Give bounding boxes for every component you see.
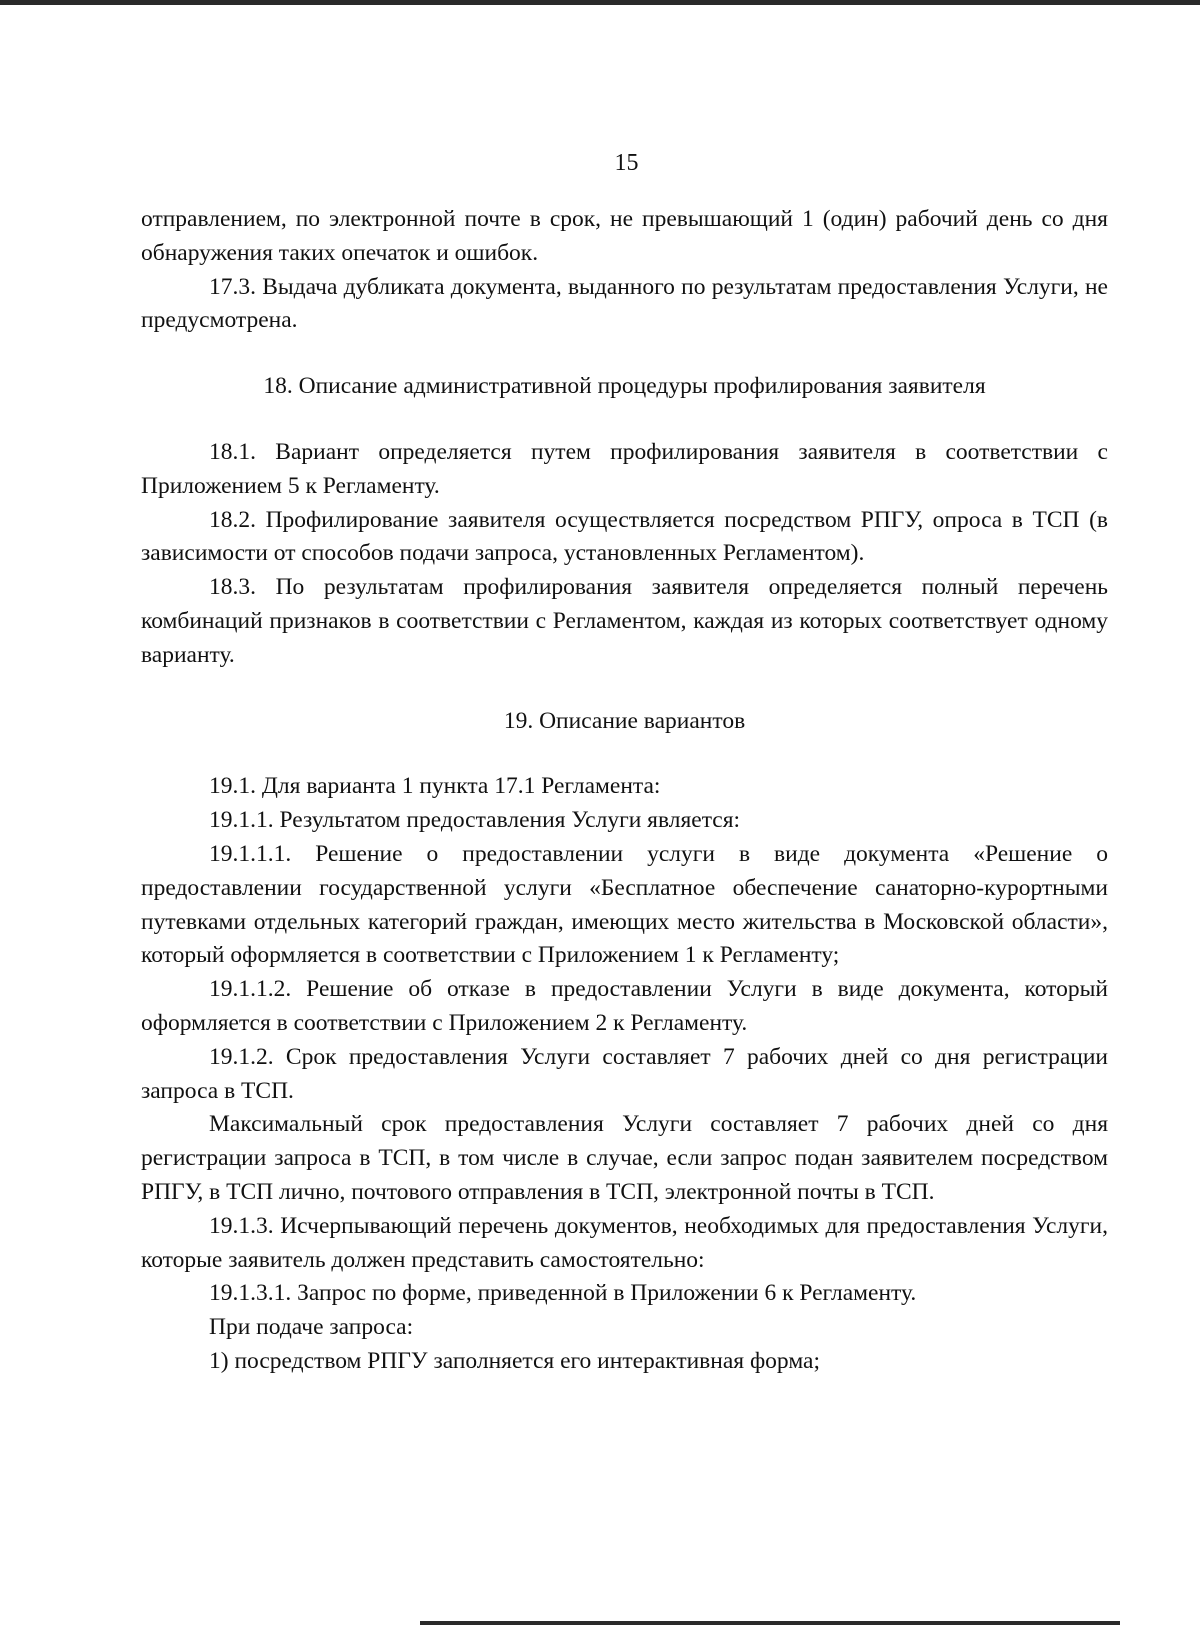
section-heading-18: 18. Описание административной процедуры профилирования заявителя	[263, 373, 986, 400]
paragraph-18-2: 18.2. Профилирование заявителя осуществляется посредством РПГУ, опроса в ТСП (в зависимости от способов подачи запроса, установленных Регламентом).	[141, 506, 1108, 567]
paragraph-19-1-1-1: 19.1.1.1. Решение о предоставлении услуги в виде документа «Решение о предоставлении государственной услуги «Бесплатное обеспечение санаторно-курортными путевками отдельных категорий граждан, имеющих место жительства в Московской области», который оформляется в соответствии с Приложением 1 к Регламенту;	[141, 840, 1108, 969]
paragraph-continuation: отправлением, по электронной почте в срок, не превышающий 1 (один) рабочий день со дня обнаружения таких опечаток и ошибок.	[141, 206, 1108, 266]
page-number: 15	[614, 150, 639, 176]
paragraph-19-1-1-2: 19.1.1.2. Решение об отказе в предоставлении Услуги в виде документа, который оформляется в соответствии с Приложением 2 к Регламенту.	[141, 976, 1108, 1036]
paragraph-17-3: 17.3. Выдача дубликата документа, выданного по результатам предоставления Услуги, не предусмотрена.	[141, 273, 1108, 334]
paragraph-19-1-3: 19.1.3. Исчерпывающий перечень документов, необходимых для предоставления Услуги, которые заявитель должен представить самостоятельно:	[141, 1212, 1108, 1273]
scan-edge-bottom	[420, 1621, 1120, 1625]
paragraph-submission: При подаче запроса:	[209, 1314, 414, 1341]
paragraph-max-term: Максимальный срок предоставления Услуги составляет 7 рабочих дней со дня регистрации запроса в ТСП, в том числе в случае, если запрос подан заявителем посредством РПГУ, в ТСП лично, почтового отправления в ТСП, электронной почты в ТСП.	[141, 1111, 1108, 1205]
paragraph-19-1-2: 19.1.2. Срок предоставления Услуги составляет 7 рабочих дней со дня регистрации запроса в ТСП.	[141, 1043, 1108, 1104]
paragraph-18-3: 18.3. По результатам профилирования заявителя определяется полный перечень комбинаций признаков в соответствии с Регламентом, каждая из которых соответствует одному варианту.	[141, 574, 1108, 668]
paragraph-18-1: 18.1. Вариант определяется путем профилирования заявителя в соответствии с Приложением 5 к Регламенту.	[141, 438, 1108, 499]
document-body	[141, 203, 1108, 1379]
paragraph-19-1: 19.1. Для варианта 1 пункта 17.1 Регламента:	[209, 773, 661, 800]
paragraph-19-1-3-1: 19.1.3.1. Запрос по форме, приведенной в Приложении 6 к Регламенту.	[209, 1280, 917, 1307]
scan-edge-top	[0, 0, 1200, 8]
paragraph-19-1-1: 19.1.1. Результатом предоставления Услуги является:	[209, 807, 741, 834]
list-item-1: 1) посредством РПГУ заполняется его интерактивная форма;	[209, 1347, 820, 1374]
section-heading-19: 19. Описание вариантов	[503, 707, 746, 734]
